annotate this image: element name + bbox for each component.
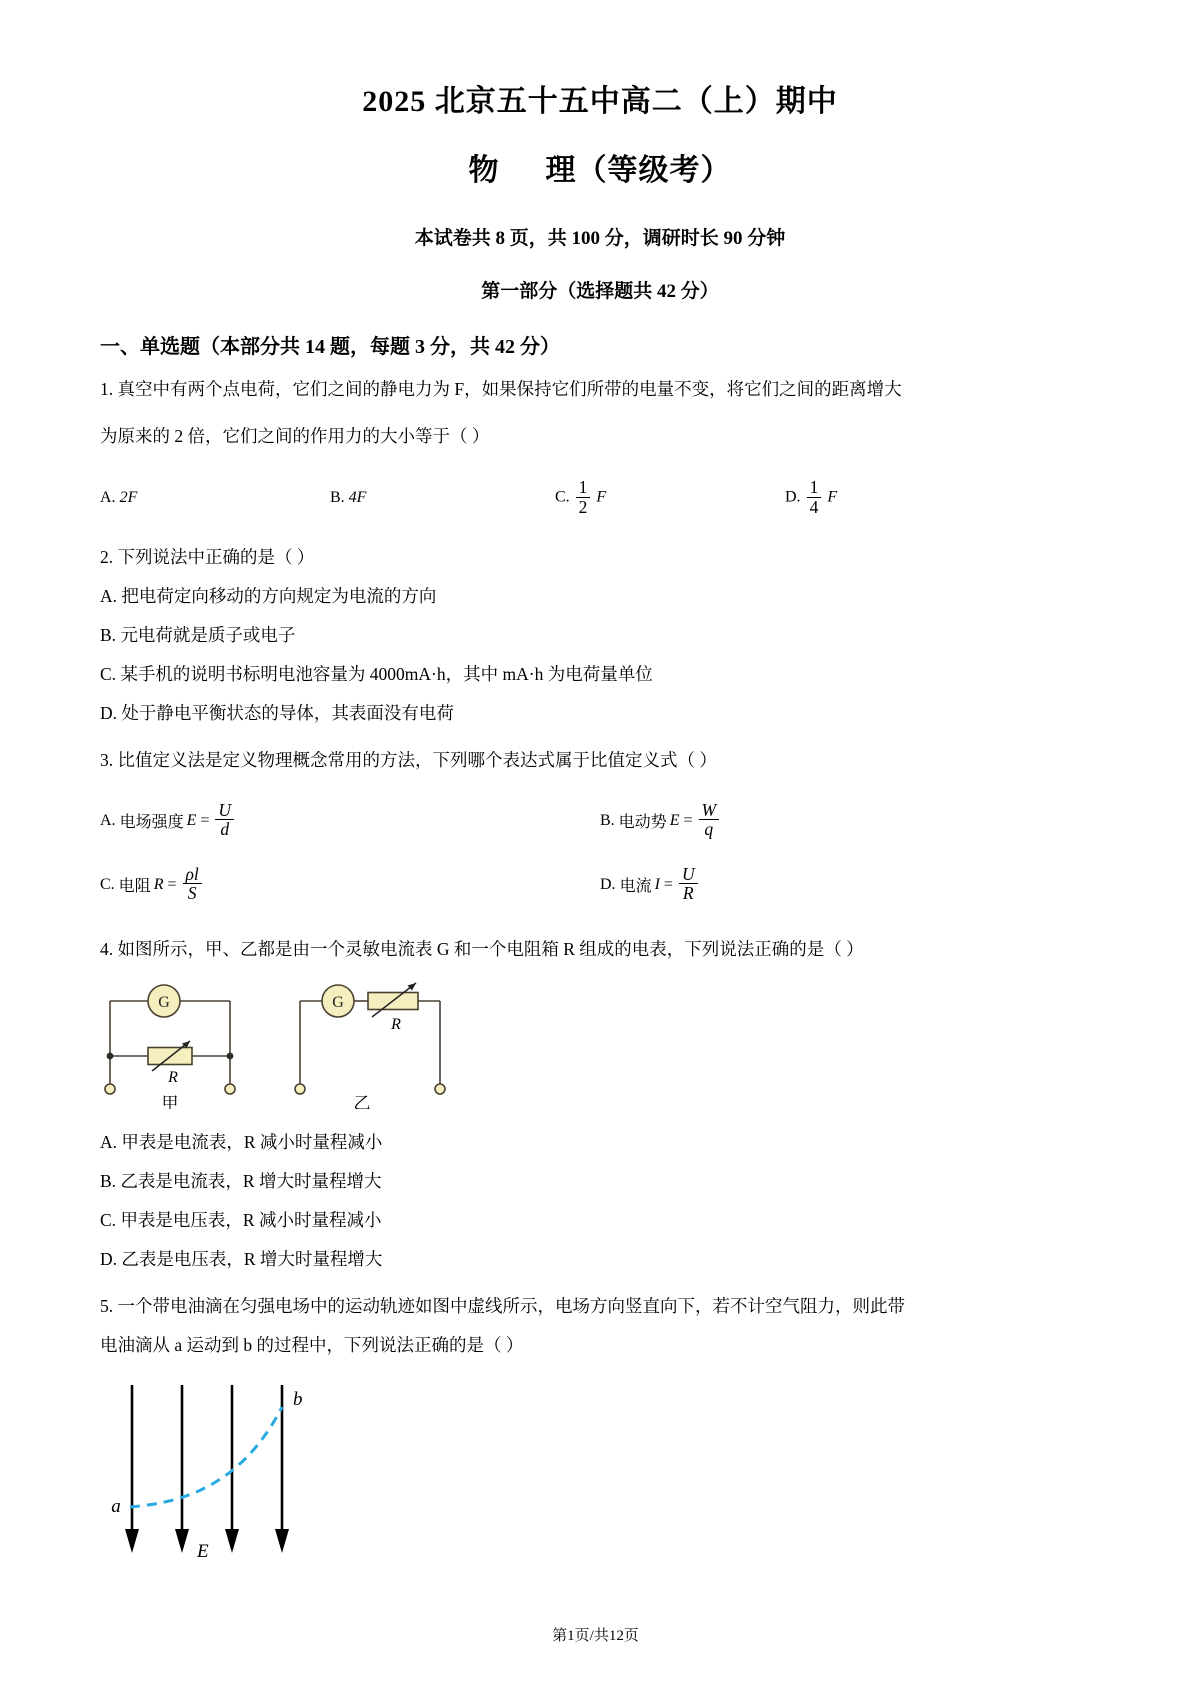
question-2-text: 下列说法中正确的是（ ）	[117, 547, 315, 567]
page-title: 2025 北京五十五中高二（上）期中	[362, 85, 838, 118]
junction-dot	[227, 1052, 234, 1059]
fraction-numerator: ρl	[185, 863, 199, 884]
fraction-numerator: U	[681, 863, 695, 884]
question-1-option-b[interactable]	[330, 489, 555, 507]
question-4-option-c[interactable]	[100, 1201, 1100, 1240]
question-4-stem	[100, 930, 1100, 969]
option-label: B.	[600, 811, 615, 829]
circuit-diagram-svg	[100, 981, 500, 1109]
question-4-circuit-figure	[100, 981, 1100, 1109]
option-symbol: R	[153, 875, 164, 893]
question-2-stem	[100, 538, 1100, 577]
field-arrowhead-3	[225, 1529, 239, 1553]
terminal-icon	[435, 1084, 445, 1094]
option-label: D.	[600, 875, 616, 893]
resistor-label-yi: R	[391, 1015, 401, 1033]
question-1-stem-line2: 为原来的 2 倍，它们之间的作用力的大小等于（ ）	[100, 426, 490, 446]
fraction-numerator: 1	[578, 477, 588, 498]
question-4-option-b[interactable]	[100, 1162, 1100, 1201]
fraction	[679, 865, 698, 903]
question-2-option-d[interactable]	[100, 694, 1100, 733]
option-label: C.	[100, 664, 117, 684]
question-3-text: 比值定义法是定义物理概念常用的方法，下列哪个表达式属于比值定义式（ ）	[117, 750, 717, 770]
fraction	[576, 478, 591, 516]
option-text: 甲表是电压表，R 减小时量程减小	[120, 1209, 382, 1230]
field-diagram-svg	[100, 1377, 360, 1577]
question-3-options-row2	[100, 863, 1100, 904]
option-text: 元电荷就是质子或电子	[120, 625, 296, 645]
option-quantity-name: 电流	[619, 878, 652, 896]
option-text: 2F	[119, 489, 138, 506]
subject-title-part1: 物	[468, 154, 500, 187]
junction-dot	[107, 1052, 114, 1059]
field-arrowhead-2	[175, 1529, 189, 1553]
part-label: 第一部分（选择题共 42 分）	[481, 281, 719, 302]
question-5-number: 5.	[100, 1295, 114, 1316]
option-label: C.	[100, 875, 115, 893]
option-text: F	[827, 488, 838, 506]
subject-title-part2: 理（等级考）	[545, 154, 732, 187]
question-4-option-a[interactable]	[100, 1123, 1100, 1162]
galvanometer-label: G	[332, 993, 344, 1011]
point-b-label: b	[293, 1388, 303, 1410]
option-label: A.	[100, 1131, 118, 1152]
question-3-option-c[interactable]	[100, 863, 600, 904]
field-lines	[132, 1385, 282, 1535]
fraction-numerator: 1	[809, 477, 819, 498]
question-1-options	[100, 472, 1100, 524]
equals-sign: =	[683, 811, 693, 829]
option-quantity-name: 电动势	[618, 814, 667, 832]
option-text: 甲表是电流表，R 减小时量程减小	[121, 1131, 383, 1152]
fraction-denominator: q	[699, 819, 720, 838]
fraction-denominator: S	[183, 883, 202, 902]
fraction-denominator: 2	[576, 497, 591, 516]
question-3-stem	[100, 741, 1100, 780]
option-quantity-name: 电阻	[118, 878, 151, 896]
equals-sign: =	[663, 875, 673, 893]
fraction	[699, 801, 720, 839]
question-4-number: 4.	[100, 938, 114, 959]
option-text: 4F	[348, 489, 367, 506]
question-2-number: 2.	[100, 547, 114, 567]
equals-sign: =	[167, 875, 177, 893]
page-footer: 第1页/共12页	[552, 1628, 639, 1644]
circuit-yi	[300, 1001, 440, 1085]
question-1-stem-line1	[100, 370, 1100, 409]
question-1-option-c[interactable]	[555, 479, 785, 517]
question-4-text: 如图所示，甲、乙都是由一个灵敏电流表 G 和一个电阻箱 R 组成的电表，下列说法正确的是（ ）	[117, 938, 864, 959]
question-5-stem-line1	[100, 1287, 1100, 1326]
option-symbol: E	[669, 811, 680, 829]
field-arrowhead-4	[275, 1529, 289, 1553]
question-2-option-c[interactable]	[100, 655, 1100, 694]
trajectory-curve	[130, 1407, 282, 1507]
option-text: 处于静电平衡状态的导体，其表面没有电荷	[121, 703, 454, 723]
galvanometer-label: G	[158, 993, 170, 1011]
exam-info: 本试卷共 8 页，共 100 分，调研时长 90 分钟	[414, 228, 786, 249]
fraction-denominator: R	[679, 883, 698, 902]
resistor-label-jia: R	[168, 1068, 178, 1086]
figure-caption-yi: 乙	[353, 1093, 371, 1109]
field-arrowhead-1	[125, 1529, 139, 1553]
subject-title	[100, 151, 1100, 190]
question-3-option-a[interactable]	[100, 802, 600, 840]
option-label: D.	[100, 1248, 118, 1269]
question-3-number: 3.	[100, 750, 114, 770]
question-1-option-a[interactable]	[100, 489, 330, 507]
question-1-number: 1.	[100, 379, 114, 399]
question-1-text: 真空中有两个点电荷，它们之间的静电力为 F，如果保持它们所带的电量不变，将它们之间的距离增大	[117, 379, 902, 399]
option-label: B.	[330, 489, 345, 506]
option-text: 乙表是电流表，R 增大时量程增大	[120, 1170, 382, 1191]
option-text: 乙表是电压表，R 增大时量程增大	[121, 1248, 383, 1269]
option-quantity-name: 电场强度	[119, 814, 184, 832]
option-label: A.	[100, 489, 116, 506]
point-a-label: a	[111, 1495, 121, 1517]
option-symbol: I	[654, 875, 660, 893]
option-label: B.	[100, 1170, 117, 1191]
option-label: C.	[555, 488, 570, 506]
question-1-option-d[interactable]	[785, 479, 837, 517]
terminal-icon	[105, 1084, 115, 1094]
option-label: D.	[785, 488, 801, 506]
section-label: 一、单选题（本部分共 14 题，每题 3 分，共 42 分）	[100, 336, 560, 358]
page-content	[100, 0, 1100, 1587]
question-4-option-d[interactable]	[100, 1240, 1100, 1279]
question-3-option-b[interactable]	[600, 802, 1100, 840]
question-2-option-a[interactable]	[100, 577, 1100, 616]
fraction	[215, 801, 234, 839]
fraction-denominator: d	[215, 819, 234, 838]
fraction-numerator: U	[218, 800, 232, 820]
option-label: B.	[100, 625, 117, 645]
terminal-icon	[295, 1084, 305, 1094]
fraction	[183, 865, 202, 903]
option-text: F	[596, 488, 607, 506]
figure-caption-jia: 甲	[161, 1093, 179, 1109]
question-5-text: 一个带电油滴在匀强电场中的运动轨迹如图中虚线所示，电场方向竖直向下，若不计空气阻力，则此带	[117, 1295, 905, 1316]
terminal-icon	[225, 1084, 235, 1094]
field-label: E	[197, 1540, 209, 1562]
option-label: A.	[100, 586, 118, 606]
option-label: D.	[100, 703, 118, 723]
question-2-option-b[interactable]	[100, 616, 1100, 655]
option-text: 某手机的说明书标明电池容量为 4000mA·h，其中 mA·h 为电荷量单位	[120, 664, 653, 684]
question-5-stem-line2: 电油滴从 a 运动到 b 的过程中，下列说法正确的是（ ）	[100, 1334, 524, 1355]
option-label: C.	[100, 1209, 117, 1230]
question-3-option-d[interactable]	[600, 863, 1100, 904]
option-text: 把电荷定向移动的方向规定为电流的方向	[121, 586, 437, 606]
question-3-options-row1	[100, 802, 1100, 840]
option-label: A.	[100, 811, 116, 829]
fraction-denominator: 4	[807, 497, 822, 516]
fraction	[807, 478, 822, 516]
question-5-field-figure	[100, 1377, 1100, 1587]
option-symbol: E	[186, 811, 197, 829]
fraction-numerator: W	[701, 800, 717, 820]
equals-sign: =	[200, 811, 210, 829]
